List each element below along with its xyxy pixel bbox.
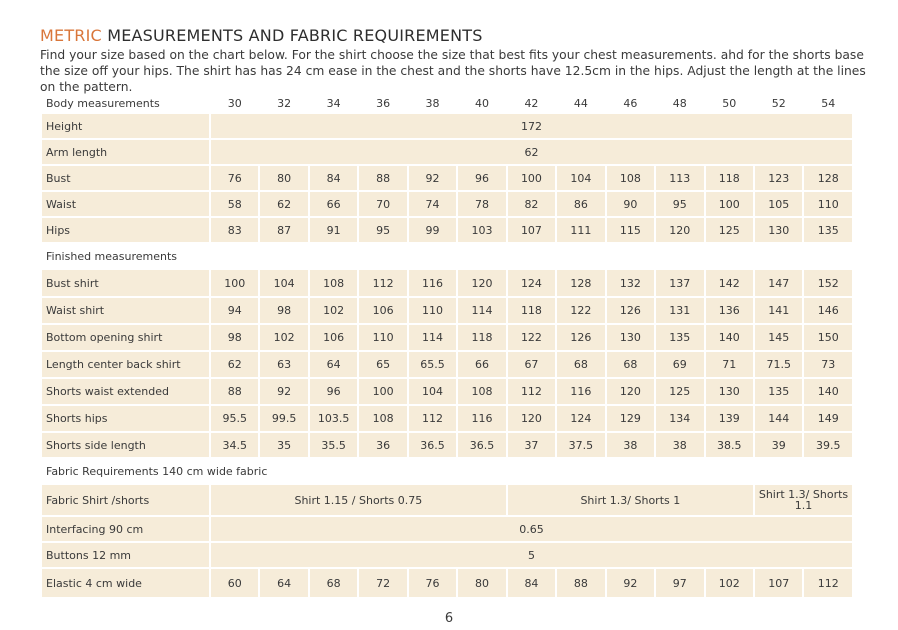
page-number: 6 [444,611,454,626]
cell-value: 104 [260,270,307,296]
cell-value: 131 [656,298,703,323]
cell-value: 145 [755,325,802,350]
cell-value: 34.5 [211,433,258,457]
cell-value: 96 [458,166,505,190]
cell-value: 39 [755,433,802,457]
cell-value: 114 [458,298,505,323]
cell-value: 128 [804,166,852,190]
cell-value: 108 [310,270,357,296]
cell-value: 67 [508,352,555,377]
cell-value: 135 [656,325,703,350]
row-label: Elastic 4 cm wide [42,569,209,597]
cell-value: 141 [755,298,802,323]
cell-value: 62 [260,192,307,216]
section-row-finished [42,244,852,268]
cell-value: 71 [706,352,753,377]
fabric-group-1: Shirt 1.15 / Shorts 0.75 [211,485,506,515]
cell-value: 147 [755,270,802,296]
cell-value: 65.5 [409,352,456,377]
cell-value: 36.5 [409,433,456,457]
cell-value: 130 [607,325,654,350]
cell-value: 103.5 [310,406,357,431]
size-header: 30 [227,96,242,110]
table-row [42,218,852,242]
size-header: 36 [376,96,391,110]
cell-value: 102 [260,325,307,350]
cell-value: 88 [211,379,258,404]
cell-value: 132 [607,270,654,296]
cell-value: 95 [359,218,406,242]
cell-value: 100 [359,379,406,404]
cell-value: 130 [706,379,753,404]
cell-value: 90 [607,192,654,216]
table-row [42,298,852,323]
cell-value: 82 [508,192,555,216]
cell-value: 76 [409,569,456,597]
table-row [42,517,852,541]
cell-value: 116 [409,270,456,296]
cell-value: 135 [804,218,852,242]
fabric-group-2: Shirt 1.3/ Shorts 1 [508,485,753,515]
row-label: Fabric Shirt /shorts [42,485,209,515]
cell-value: 99.5 [260,406,307,431]
cell-value: 88 [557,569,604,597]
page-title [40,26,483,45]
cell-value: 92 [607,569,654,597]
cell-value: 38.5 [706,433,753,457]
row-label: Waist shirt [42,298,209,323]
cell-value: 112 [804,569,852,597]
cell-value: 36.5 [458,433,505,457]
cell-value: 113 [656,166,703,190]
cell-value: 150 [804,325,852,350]
cell-value: 106 [310,325,357,350]
fabric-group-3: Shirt 1.3/ Shorts 1.1 [755,485,852,515]
cell-value: 136 [706,298,753,323]
cell-value: 66 [458,352,505,377]
table-row [42,114,852,138]
cell-value: 107 [508,218,555,242]
row-label: Bust [42,166,209,190]
size-header: 54 [821,96,836,110]
cell-value: 37.5 [557,433,604,457]
row-span-value: 5 [211,543,852,567]
cell-value: 86 [557,192,604,216]
cell-value: 110 [804,192,852,216]
cell-value: 116 [458,406,505,431]
cell-value: 112 [359,270,406,296]
cell-value: 116 [557,379,604,404]
section-header-body: Body measurements [46,96,160,110]
cell-value: 126 [607,298,654,323]
table-row [42,352,852,377]
cell-value: 91 [310,218,357,242]
cell-value: 129 [607,406,654,431]
cell-value: 68 [607,352,654,377]
cell-value: 120 [656,218,703,242]
section-row-fabric [42,459,852,483]
cell-value: 107 [755,569,802,597]
section-header-fabric: Fabric Requirements 140 cm wide fabric [46,464,268,478]
cell-value: 99 [409,218,456,242]
cell-value: 118 [706,166,753,190]
cell-value: 60 [211,569,258,597]
table-row [42,406,852,431]
size-header: 50 [722,96,737,110]
row-label: Bottom opening shirt [42,325,209,350]
cell-value: 104 [557,166,604,190]
size-header: 46 [623,96,638,110]
page-title-accent: METRIC [40,26,102,45]
cell-value: 108 [607,166,654,190]
row-label: Waist [42,192,209,216]
cell-value: 80 [458,569,505,597]
row-label: Shorts waist extended [42,379,209,404]
cell-value: 84 [508,569,555,597]
cell-value: 114 [409,325,456,350]
cell-value: 38 [656,433,703,457]
table-row [42,140,852,164]
cell-value: 137 [656,270,703,296]
cell-value: 108 [359,406,406,431]
cell-value: 146 [804,298,852,323]
size-header: 32 [277,96,292,110]
cell-value: 74 [409,192,456,216]
size-header: 52 [771,96,786,110]
cell-value: 84 [310,166,357,190]
row-label: Shorts side length [42,433,209,457]
cell-value: 120 [508,406,555,431]
cell-value: 140 [804,379,852,404]
cell-value: 64 [310,352,357,377]
cell-value: 130 [755,218,802,242]
cell-value: 103 [458,218,505,242]
cell-value: 102 [706,569,753,597]
cell-value: 64 [260,569,307,597]
cell-value: 95.5 [211,406,258,431]
cell-value: 97 [656,569,703,597]
table-row [42,543,852,567]
cell-value: 152 [804,270,852,296]
table-row [42,325,852,350]
row-label: Length center back shirt [42,352,209,377]
cell-value: 135 [755,379,802,404]
cell-value: 80 [260,166,307,190]
cell-value: 62 [211,352,258,377]
table-row [42,433,852,457]
row-label: Hips [42,218,209,242]
table-header-row [42,94,852,112]
cell-value: 123 [755,166,802,190]
cell-value: 106 [359,298,406,323]
row-span-value: 0.65 [211,517,852,541]
cell-value: 144 [755,406,802,431]
cell-value: 102 [310,298,357,323]
row-span-value: 62 [211,140,852,164]
measurement-table [40,92,854,599]
cell-value: 87 [260,218,307,242]
size-header: 48 [672,96,687,110]
table-row [42,485,852,515]
row-label: Shorts hips [42,406,209,431]
cell-value: 35 [260,433,307,457]
cell-value: 95 [656,192,703,216]
cell-value: 112 [508,379,555,404]
cell-value: 76 [211,166,258,190]
cell-value: 118 [458,325,505,350]
size-header: 40 [474,96,489,110]
cell-value: 69 [656,352,703,377]
cell-value: 72 [359,569,406,597]
cell-value: 125 [656,379,703,404]
row-label: Buttons 12 mm [42,543,209,567]
cell-value: 68 [557,352,604,377]
cell-value: 118 [508,298,555,323]
cell-value: 124 [508,270,555,296]
cell-value: 65 [359,352,406,377]
cell-value: 128 [557,270,604,296]
cell-value: 88 [359,166,406,190]
row-label: Arm length [42,140,209,164]
cell-value: 100 [706,192,753,216]
cell-value: 100 [508,166,555,190]
cell-value: 35.5 [310,433,357,457]
cell-value: 120 [607,379,654,404]
cell-value: 140 [706,325,753,350]
cell-value: 112 [409,406,456,431]
cell-value: 73 [804,352,852,377]
cell-value: 108 [458,379,505,404]
cell-value: 39.5 [804,433,852,457]
cell-value: 98 [211,325,258,350]
size-header: 34 [326,96,341,110]
table-row [42,379,852,404]
table-row [42,192,852,216]
cell-value: 122 [557,298,604,323]
cell-value: 92 [409,166,456,190]
cell-value: 139 [706,406,753,431]
size-header: 44 [573,96,588,110]
cell-value: 115 [607,218,654,242]
cell-value: 120 [458,270,505,296]
intro-paragraph: Find your size based on the chart below. For the shirt choose the size that best fits your chest measurements. ahd for the shorts base the size off your hips. The shirt has has 24 cm ease in the chest and the shorts have 12.5cm in the hips. Adjust the length at the lines on the pattern. [40,48,866,94]
cell-value: 78 [458,192,505,216]
cell-value: 122 [508,325,555,350]
cell-value: 37 [508,433,555,457]
page-title-rest: MEASUREMENTS AND FABRIC REQUIREMENTS [101,26,483,45]
cell-value: 110 [359,325,406,350]
cell-value: 104 [409,379,456,404]
size-header: 38 [425,96,440,110]
cell-value: 58 [211,192,258,216]
cell-value: 149 [804,406,852,431]
cell-value: 70 [359,192,406,216]
table-row [42,166,852,190]
cell-value: 98 [260,298,307,323]
cell-value: 110 [409,298,456,323]
cell-value: 124 [557,406,604,431]
table-row [42,569,852,597]
cell-value: 83 [211,218,258,242]
cell-value: 96 [310,379,357,404]
cell-value: 36 [359,433,406,457]
size-header: 42 [524,96,539,110]
row-label: Height [42,114,209,138]
cell-value: 68 [310,569,357,597]
cell-value: 125 [706,218,753,242]
cell-value: 105 [755,192,802,216]
section-header-finished: Finished measurements [46,249,178,263]
cell-value: 100 [211,270,258,296]
cell-value: 142 [706,270,753,296]
cell-value: 134 [656,406,703,431]
cell-value: 38 [607,433,654,457]
cell-value: 94 [211,298,258,323]
cell-value: 111 [557,218,604,242]
cell-value: 126 [557,325,604,350]
cell-value: 92 [260,379,307,404]
row-span-value: 172 [211,114,852,138]
cell-value: 66 [310,192,357,216]
cell-value: 71.5 [755,352,802,377]
row-label: Bust shirt [42,270,209,296]
cell-value: 63 [260,352,307,377]
row-label: Interfacing 90 cm [42,517,209,541]
table-row [42,270,852,296]
